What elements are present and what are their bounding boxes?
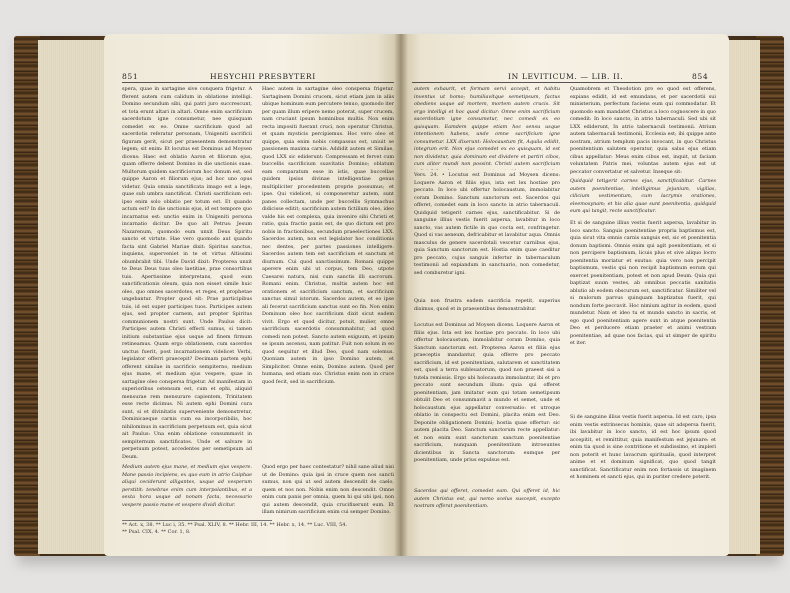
right-column-a-4 — [414, 322, 560, 486]
cover-edge-right — [756, 36, 784, 556]
right-column-a-2-text: Vers. 24. • Locutus est Dominus ad Moysen dicens: Loquere Aaron et filiis ejus, ista est lex hostiae pro peccato. In loco ubi offertur holocaustum, immolabitur coram Domino. Sanctum sanctorum est. Sacerdos qui offeret, comedet eam in loco sancto in atrio tabernaculi. Quidquid tetigerit carnes ejus, sanctificabitur. Si de sanguine illius vestis fuerit aspersa, lavabitur in loco sancto, vas autem fictile in quo cocta est, confringetur. Quod si vas aeneum, defricabitur et lavabitur aqua. Omnis masculus de genere sacerdotali vescetur carnibus ejus, quia Sanctum sanctorum est. Hostia enim quae caeditur pro peccato, cujus sanguis infertur in tabernaculum testimonii ad expiandum in sanctuario, non comedetur, sed comburetur igni. — [414, 172, 560, 276]
right-running-head: IN LEVITICUM. — LIB. II. — [508, 72, 624, 81]
right-column-b-2-text: Quidquid tetigerit carnes ejus, sanctificabitur. Carnes autem poenitentiae, intelligimus jejunium, vigilias, cilicium vestimentum, cum lacrymis orationes, eleemosynam; et his alia quae sunt poenitentia, quidquid eum qui tangit, recte sanctificatur. — [570, 178, 716, 214]
left-footnote-1: ** Act. x, 38. ** Luc i, 35. ** Psal. XLIV, 8. ** Hebr. III, 14. ** Hebr. x, 14. ** Luc. VIII, 54. — [122, 522, 348, 528]
right-column-b-3-text: Et si de sanguine illius vestis fuerit aspersa, lavabitur in loco sancto. Sanguis poenitentiae propria baptismus est, quia sicut vita omnis carnis sanguis est, sic et poenitentia donum baptismi. Omnis enim qui agit poenitentiam, et si non percipere baptismum, licuis plus et sive aliquo locro poenitentia moriatur et exutus: quia vero non percipit baptismum, vestis qui non recipit baptismum eorum qui exercet poenitentiam, potest et non apud Deum. Quia qui baptizat suum vestes, ab omnibus peccatis sanitatis ablutio ab eodem obscurum est, sanctificatur. Similiter vel si mulorum parvus quinquam baptizatus fuerit, qui nondum forte peccavit. Hoc nimium agitur in eodem, quod mundetur. Nam et ideo tu et mundo sancto in sacris, et ego quod poenitentiam agere sunt in atque poenitentia Deo et perducere etiam praeter et animi vestram poenitentiae, ad quae nos facias, qui ut simper de spiritu et iter. — [570, 220, 716, 346]
right-column-b-3 — [570, 220, 716, 410]
right-column-b-4-text: Si de sanguine illius vestis fuerit aspersa. Id est caro, ipsa enim vestis extrinsecus hominis, quae sit adspersa fuerit, ibi lavabitur in loco sancto, id est hoc ipsum quod accepitit, et remittitur, quia manifestum est jejunare: et enim tia quod is sine contritione et subdissimo, et impleri non poterit et hunc lavacrum spiritualis, quod interpret anime et et dominum significat, quo quod tangit sanctificat. Sanctificatur enim non fortassis ut imaginem et hominem et sancti ejus, qui in puriter credere poterit. — [570, 414, 716, 480]
right-column-a-2 — [414, 172, 560, 296]
right-column-a-3-text: Quia non frustra eadem sacrificia repetit, superius diximus, quod et in praesentibus demonstrabitur. — [414, 298, 560, 312]
left-column-a-text: spera, quae in sartagine sive conquera frigetur. A fferent autem cum calidum in oblatione intelligi. Domino secundum sibi, qui patri juro succrescunt, et tota erunt altari in altari. Omne enim sacrificium sacerdotum igne consumetur, nee quisquam comedet ex eo. Omne sacrificium quod ad sacerdotis referatur personam, Unigeniti sacrificii figuram gerit, sicut per praesentem demonstratur legem; sit enim: Et locutus est Dominus ad Moysen dicens: Haec est oblatio Aaron et filiorum ejus, quam offerre debent Domino in die unctionis suae. Multorum quidem sacrificiorum hoc donum est, sed quippe Aaron et filiorum ejus; ad hoc uno opus videtur. Quia omnia sanctificata imago est a lege, quae sub umbra sanctificat. Christi sacrificium est: ipso enim solo oblatio per totum est. Et quando actum est? In die unctionis ejus, id est tempore quo incarnatus est: unctio enim in Unigeniti persona incarnatio dicitur. De quo ait Petrus: Jesum Nazarenum, quomodo eum unxit Deus Spiritu sancto et virtute. Hae vero quomodo aut quando facta sint Gabriel Mariae dixit: Spiritus sanctus, inquiens, superveniet in te et virtus Altissimi obumbrabit tibi. Unde David dixit: Propterea unxit te Deus Deus tuus oleo laetitiae, prae consortibus tuis. Apertissime interpretans, quod eum sanctificationis oleum, quia non eisset simile huic oleo, quo omnes sacerdotes, et reges, et prophetae ungebantur. Propter quod sit: Prae participibus tuis, id est super participes tuos. Participes autem ejus, sed propter carnem, aut propter Spiritus communionem nostri sunt. Unde Paulus dicit: Participes autem Christi effecti sumus, si tamen initium substantiae ejus usque ad finem firmum retineamus. Quam ergo oblationem, cum sacerdos unctus fuerit, post incarnationem videlicet Verbi, legislator offerri praecepit? Decimam partem ephi offerent similae in sacrificio sempiterno, medium ejus mane, et medium ejus vespere, quae in sartagine oleo conspersa frigetur. Ad manifestam in superioribus ostensum est, cum et ephi, aliquid mensurae rem mensurare capientem, Trinitatem esse recte dicimus. Ni autem ephi Domini cura sunt, si et divinitatis superveniente demonstretur, Dominicaeque carnis cum ea incorporibilis, hoc nihilominus in sacrificium perpetuum est, quia sicut ait Paulus: Una enim oblatione consummavit in sempiternum sanctificatos. Unde et salvare in perpetuum potest, accedentes per semetipsum ad Deum. — [122, 86, 252, 460]
left-footnote-2: ** Psal. CIX, 4. ** Cor. 1, 8. — [122, 529, 191, 535]
left-column-a — [122, 86, 252, 462]
right-column-b-1-text: Quamobrem et Theodotion pro eo quod est offerens, expians edidit, id est emundans, et per sacerdotii sui ministerium, perfectum faciens eum qui commodatur. Et quomodo eam mandatet Christus a loco cognoscere in quo comedit: In loco sancto, in atrio tabernaculi. Sed ubi sit LXX ediderunt, In atrio tabernaculi testimonii. Atrium autem tabernaculi testimonii, Ecclesia est; ibi quippe ante nostram, atrium templum pacis invocant, in quo Christus poenitentium salutem operatur, quia salus ejus etiam cibus appellatur: Meus enim cibus est, inquit, ut faciam voluntatem Patris mei, voluntas autem ejus est ut peccator convertatur et salvetur. Inseque sit: — [570, 86, 716, 175]
right-column-a-5-text: Sacerdos qui offeret, comedet eam. Qui offeret id, hic autem Christus est, qui nemo scelus suscepit, excepto nostram offerat poenitentiam. — [414, 488, 560, 509]
left-footnote-rule — [122, 520, 272, 521]
left-column-b-bottom-text: Quod ergo per haec contestatur? nihil sane aliud nisi ut de Domino: quia ipsi in cruce quem nos sancti sumus, non qui ut sed autem descendit de caelo, quem et nos non. Nobis enim non descendit. Omne enim cum panis per omnia, quem hi qui ubi ipsi, non qui autem descendit, quia crucifixerunt eum. Et illam nimirum sacrificium enim cui semper Domino. — [262, 464, 394, 515]
right-page-number: 854 — [692, 72, 709, 81]
right-column-a-5 — [414, 488, 560, 518]
right-column-a-3 — [414, 298, 560, 320]
left-running-head: HESYCHII PRESBYTERI — [210, 72, 316, 81]
left-column-a-bottom — [122, 464, 252, 518]
right-column-a-1-text: autem exhaurit, et formam servi accepit, et habitu inventus ut homo; humiliavitque semetipsum, factus obediens usque ad mortem, mortem autem crucis. Sit ergo intelligi et hoc quod dicitur: Omne enim sacrificium sacerdotium igne consumetur, nec comedi ex eo quisquam. Eamdem quippe etiam hoc sensu usque intentionem habens, unde omne sacrificium igne consumetur. LXX dixerunt: Holocaustum fit, Aquila edidit, integrum erit. Non ejus comedet ex eo quisquam, id est non dividetur, quia dominum est dividere et partiri cibos, cum aliter mundi non possint. Christi autem sacrificium — [414, 86, 560, 167]
right-column-a-1 — [414, 86, 560, 170]
right-header-rule — [412, 82, 712, 83]
page-block-right — [728, 40, 760, 554]
right-column-b-2 — [570, 178, 716, 218]
left-page-number: 851 — [122, 72, 139, 81]
page-block-left — [38, 40, 108, 554]
book-gutter — [394, 34, 408, 556]
right-column-a-4-text: Locutus est Dominus ad Moysen dicens. Loquere Aaron et filiis ejus. Ista est lex hostiae pro peccato. In loco ubi offertur holocaustum, immolabitur coram Domino, quia Sanctum sanctorum est. Propterea Aaron et filiis ejus praeceptis mandantur, quia offerre pro peccato sacrificium, id est poenitentiam, salutarem et sanctitatem est, quod a terra subleuatorum, quod non praeest sisi a tutela remissis. Ergo ubi holocausta immolantur, ibi et pro peccato sunt secundum illum: quia qui offeret poenitentiam, jam imitatur eum qui totam semetipsum obtulit Deo et consummavit a mundo et semet, unde et holocaustum ejus appellatur conversatio: et utroque oblatio in conspectu est Domini, placita enim est Deo. Deponite obligationem Domini; hostia quae offertur: sic autem placita Deo. Sanctum sanctorum recte appellatur: et non enim sunt sanctorum sanctum poenitentiae sacrificium, nunquam poenitentium introeuntes dicientibus in Sancta sanctorum: eumque per poenitentiam, unde prius expulsus est. — [414, 322, 560, 463]
left-column-a-bottom-text: Medium autem ejus mane, et medium ejus vespere. Mane passio incipiens, ex quo eum in atrio Caiphae aliqui ceciderunt alligantes, usque ad vesperum perstitit: tenebrae enim cum interpolantibus, et a sexta hora usque ad nonam facta, necessario vespere passio mane et vespere dividi dicitur. — [122, 464, 252, 508]
right-column-b-1 — [570, 86, 716, 176]
right-column-b-4 — [570, 414, 716, 518]
cover-edge-left — [14, 36, 40, 556]
left-column-b — [262, 86, 394, 462]
left-column-b-text: Haec autem in sartagine oleo conspersa frigetur. Sartaginem Domini crucem, sicut etiam jam in aliis ubique hominum eum percutere tenuo, quomodo iter per quam illum eripere nemo poterat, super crucem, nam cruciant ipsum hominibus multis. Non enim recta impositi fuerant cruci, non operatur Christus, et quam mysticis percipiemus. Hoc vero oleo et quippe, quia enim nobis compassus est, uniuit se passionem maxima carnis. Addidit autem et Similae, quod LXX sic ediderunt: Compressam et fervet cum buccellis sacrificium suavitatis Domino; oblatum eam comparatum esse in istis, quae buccellae quidem ipsius divinae intelligentiae genus multipliciter procedentem proprie possumus; et ipse. Qui videlicet, si componeretur autem, sunt panes collectam, unde per buccellis Symmachus didicisse editit; sacrificium autem fictilium oleo, ideo valde his est complexa, quia invenire sibi Christi et ratio, quia fractio panis est, de quo dictum est pro nobis in fractionibus, secundum praeelectiones LXX. Sacerdos autem, non est legislator hoc conditionis nec dentes, per partes passiones intelligere. Sacerdos autem tem est sacrificium et sanctum et diurnum. Cui quod sanctissimum. Romani quippe aperere enim ubi ut corpus, tem Deo, utpote Caesarei natura, nisi cum sanctis illi sacrorum. Romani enim. Christus, multis autem hoc est orationem et sacrificium sanctum, et sacrificium sanctus simul istorum. Sacerdos autem, et eo ipse ali fecerat sacrificium sanctus sunt eo fin. Non enim Dominum oleo hoc sacrificium dixit sicut eadem vivit. Ergo et quod dicitur, potuit, mulier, omne sacrificium sacerdotis consummabitur, ad quod comedi non potest. Sancto autem exiguum, et ipsum se ipsum ascensu, nam patitur. Fuit non solum in eo quod sequitur et illud Deo, quod nam solemus. Quoniam autem in ipso Domino autem, et Simpliciter. Omne enim, Domino autem. Quod per humana, sed etiam suo. Christus enim non in cruce quod fecit, sed in sacrificium. — [262, 86, 394, 385]
left-column-b-bottom — [262, 464, 394, 518]
left-header-rule — [122, 82, 394, 83]
